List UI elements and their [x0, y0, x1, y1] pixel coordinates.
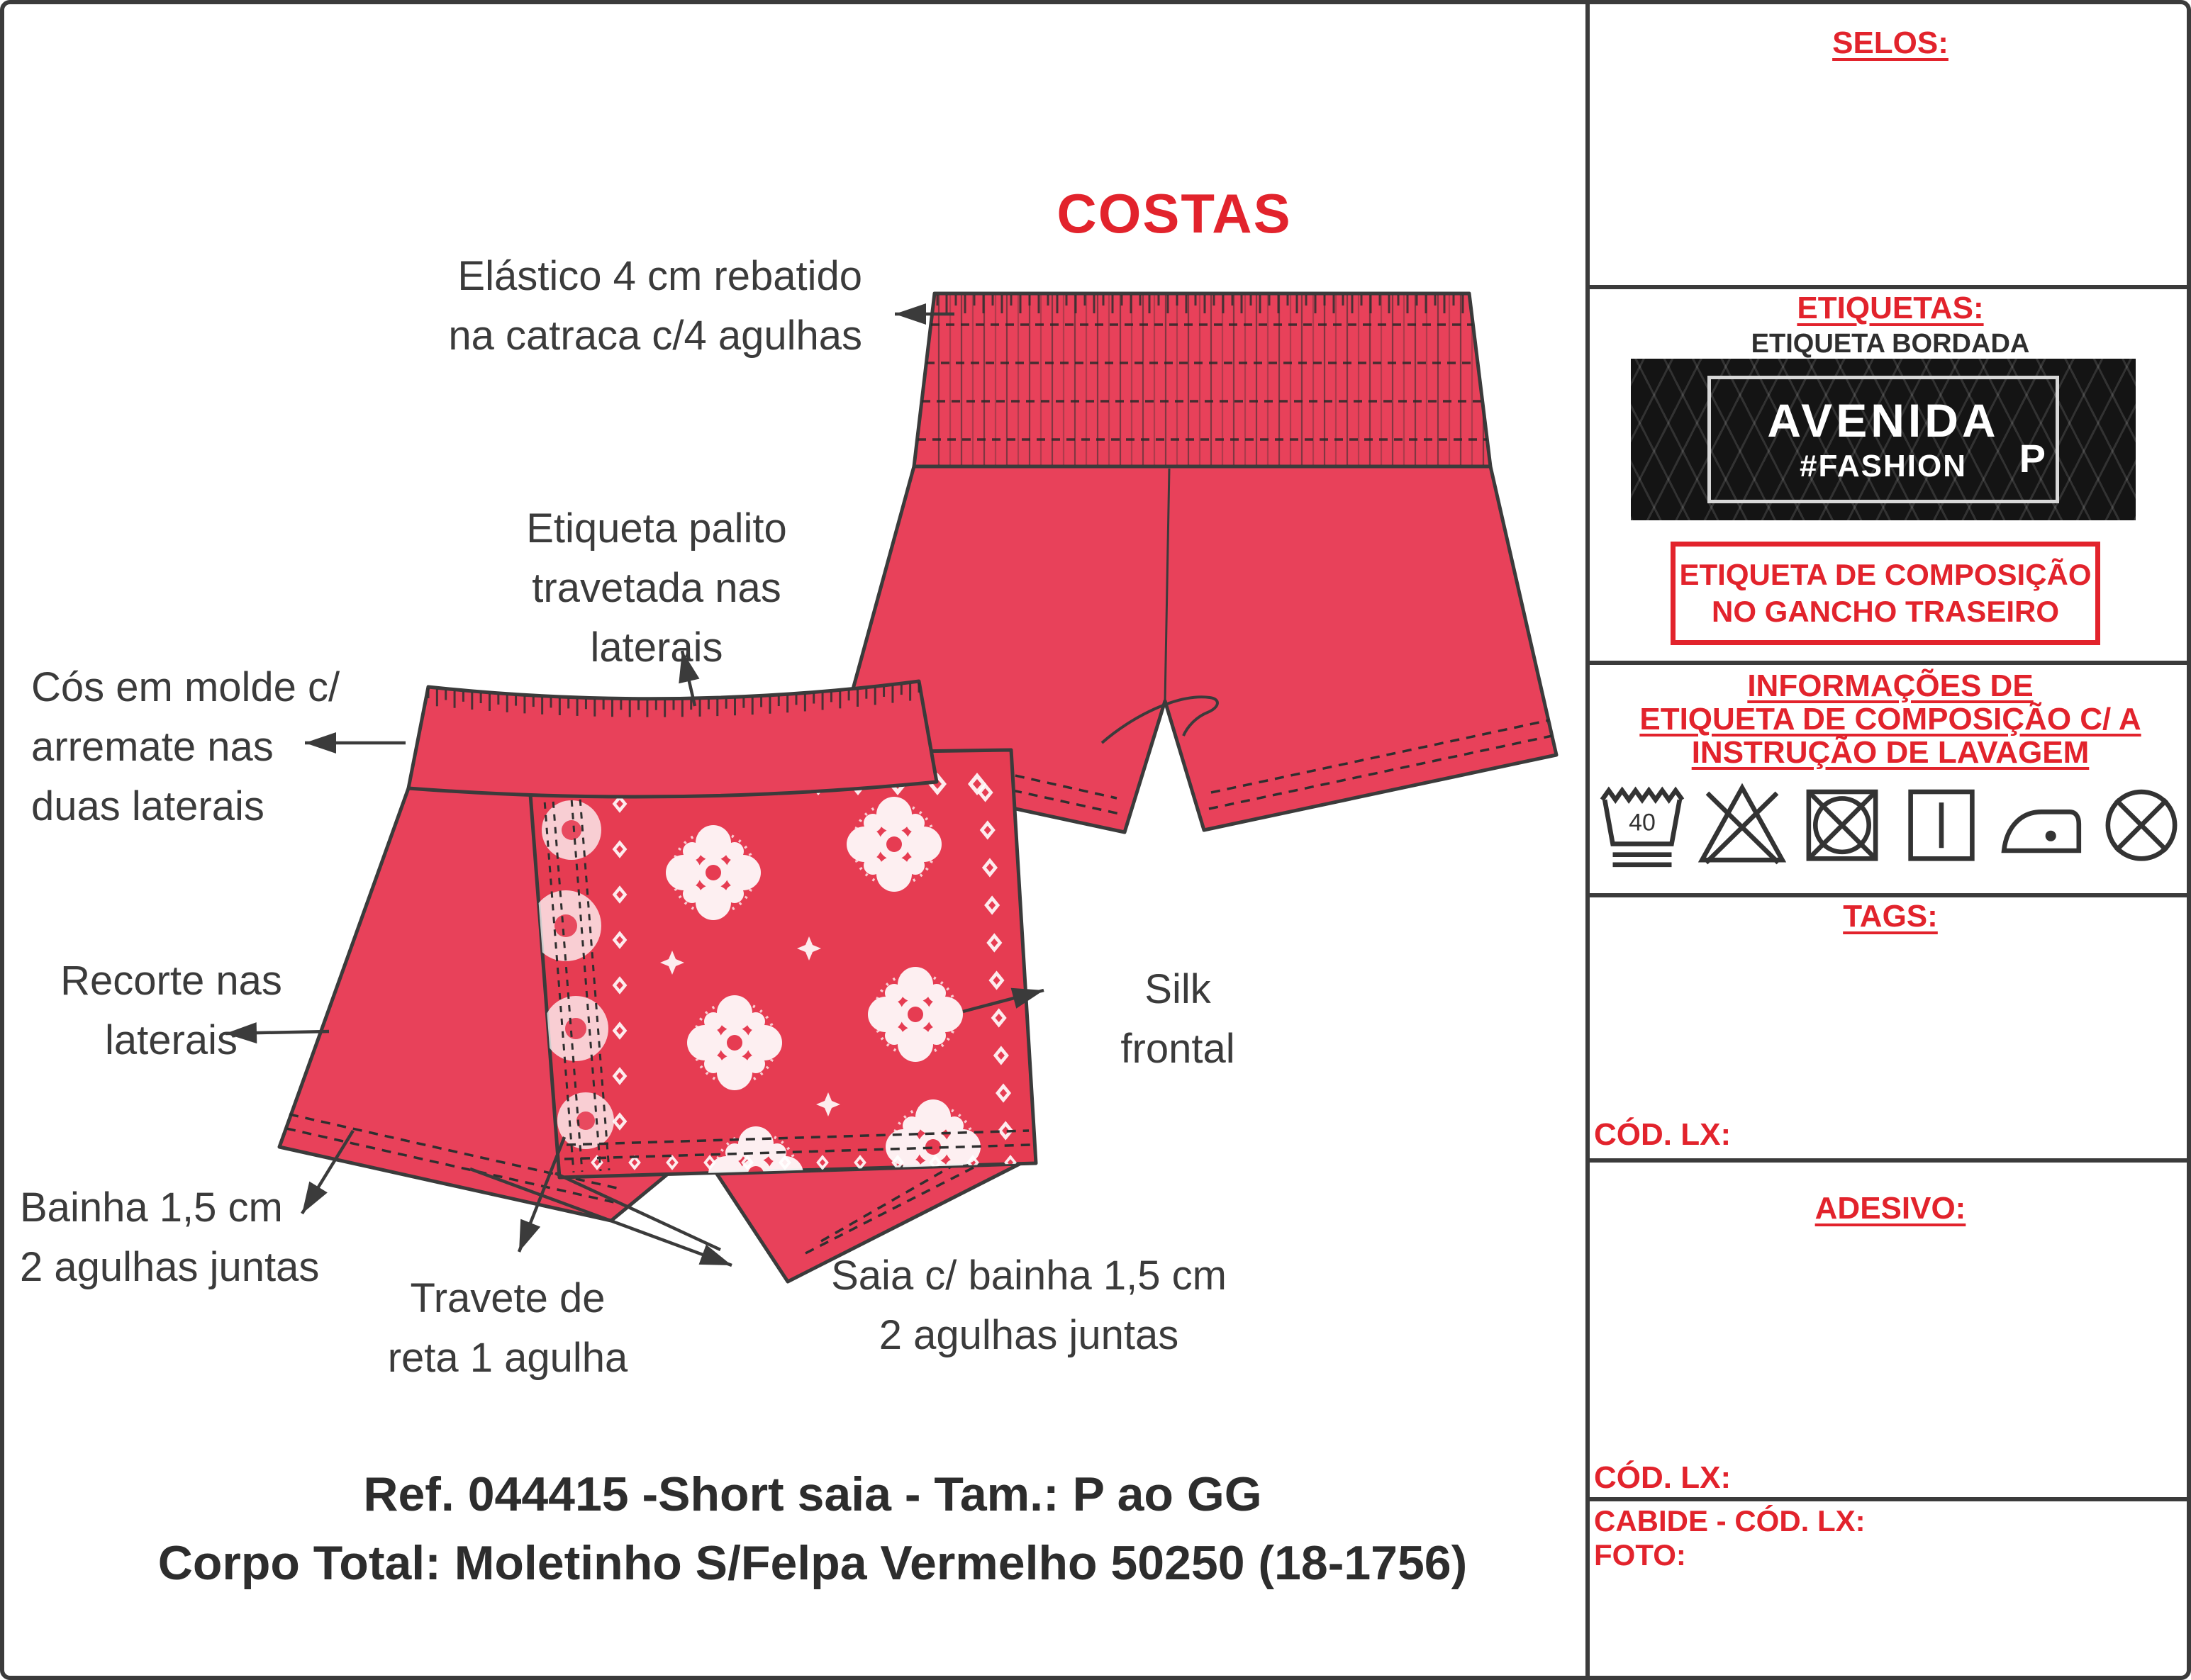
foto-label: FOTO:: [1594, 1538, 1686, 1572]
etiqueta-bordada-label: ETIQUETA BORDADA: [1751, 329, 2030, 359]
do-not-tumble-dry-icon: [1795, 776, 1889, 878]
section-divider: [1587, 1497, 2191, 1501]
embroidered-brand-label: [1631, 359, 2136, 520]
annotation-recorte: [38, 951, 304, 1070]
annotation-bainha: [20, 1178, 319, 1297]
iron-one-dot-icon: [1995, 776, 2088, 878]
annotation-line: Elástico 4 cm rebatido: [457, 253, 862, 299]
brand-size-letter: P: [2019, 436, 2046, 481]
do-not-dry-clean-icon: [2095, 776, 2188, 878]
annotation-line: reta 1 agulha: [387, 1335, 628, 1382]
section-divider: [1587, 661, 2191, 665]
annotation-line: arremate nas: [31, 724, 274, 771]
annotation-cos: [31, 658, 340, 836]
cabide-cod-lx-label: CABIDE - CÓD. LX:: [1594, 1504, 1866, 1538]
care-title-line: INFORMAÇÕES DE: [1747, 668, 2034, 703]
sidebar-divider-vertical: [1585, 4, 1590, 1680]
section-divider: [1587, 1158, 2191, 1163]
brand-tagline: #FASHION: [1799, 449, 1968, 483]
line-dry-icon: [1895, 776, 1988, 878]
annotation-line: Silk: [1144, 966, 1211, 1012]
annotation-line: 2 agulhas juntas: [879, 1312, 1179, 1359]
annotation-travete: [345, 1269, 671, 1388]
annotation-saia: [756, 1246, 1302, 1365]
composition-box-line: NO GANCHO TRASEIRO: [1711, 595, 2059, 628]
section-divider: [1587, 285, 2191, 289]
brand-label-inner-frame: [1707, 376, 2059, 503]
do-not-bleach-icon: [1695, 776, 1789, 878]
annotation-line: laterais: [590, 625, 723, 671]
annotation-line: laterais: [105, 1017, 238, 1064]
wash-40-delicate-icon: [1595, 776, 1689, 878]
annotation-line: Bainha 1,5 cm: [20, 1185, 283, 1231]
selos-section-title: SELOS:: [1832, 26, 1949, 60]
annotation-elastico: [391, 247, 862, 366]
brand-name: AVENIDA: [1767, 394, 2000, 447]
annotation-line: Cós em molde c/: [31, 664, 340, 710]
wash-care-icons: [1595, 774, 2188, 880]
annotation-line: Recorte nas: [60, 958, 282, 1004]
annotation-etiqueta-palito: [494, 499, 820, 678]
annotation-line: duas laterais: [31, 783, 264, 830]
svg-text:40: 40: [1629, 809, 1656, 836]
reference-line-2: Corpo Total: Moletinho S/Felpa Vermelho 50250 (18-1756): [157, 1535, 1468, 1590]
adesivo-section-title: ADESIVO:: [1814, 1191, 1966, 1226]
annotation-line: na catraca c/4 agulhas: [448, 313, 862, 359]
annotation-line: travetada nas: [532, 565, 781, 612]
section-divider: [1587, 893, 2191, 897]
annotation-line: 2 agulhas juntas: [20, 1244, 320, 1291]
annotation-silk-frontal: [1061, 960, 1295, 1079]
annotation-line: Etiqueta palito: [526, 505, 787, 551]
composition-box-line: ETIQUETA DE COMPOSIÇÃO: [1679, 557, 2092, 591]
etiquetas-section-title: ETIQUETAS:: [1797, 291, 1984, 325]
care-title-line: ETIQUETA DE COMPOSIÇÃO C/ A: [1639, 702, 2141, 737]
front-view-drawing: [279, 681, 1036, 1282]
annotation-line: Travete de: [410, 1275, 606, 1321]
tags-cod-lx-label: CÓD. LX:: [1594, 1117, 1732, 1152]
reference-text: [54, 1460, 1571, 1597]
care-section-title: [1590, 669, 2191, 769]
annotation-line: Saia c/ bainha 1,5 cm: [831, 1253, 1227, 1299]
composition-label-box: [1671, 542, 2100, 645]
reference-line-1: Ref. 044415 -Short saia - Tam.: P ao GG: [363, 1467, 1262, 1521]
tags-section-title: TAGS:: [1843, 899, 1938, 934]
adesivo-cod-lx-label: CÓD. LX:: [1594, 1460, 1732, 1495]
care-title-line: INSTRUÇÃO DE LAVAGEM: [1691, 735, 2090, 771]
back-view-title: COSTAS: [1057, 182, 1292, 245]
annotation-line: frontal: [1120, 1026, 1235, 1073]
